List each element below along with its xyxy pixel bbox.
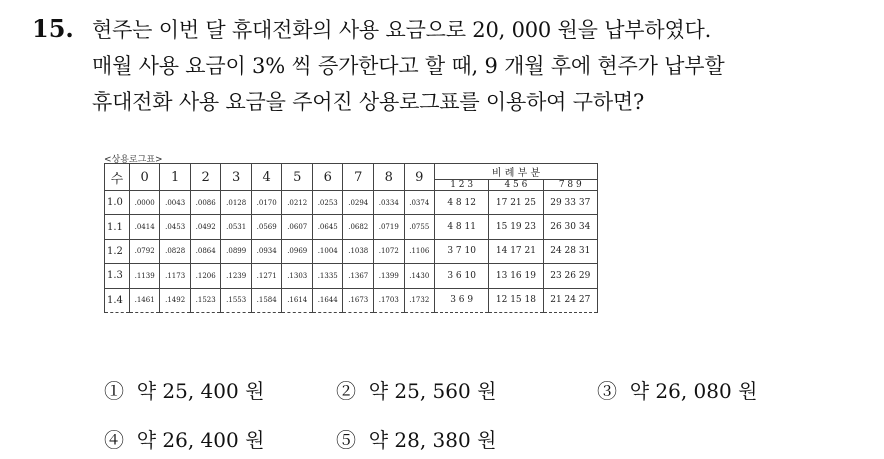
question-line-3: 휴대전화 사용 요금을 주어진 상용로그표를 이용하여 구하면? (92, 90, 645, 114)
proportional-cell: 14 17 21 (489, 239, 543, 263)
proportional-cell: 4 8 11 (435, 215, 489, 239)
log-value-cell: .1553 (221, 288, 252, 312)
log-value-cell: .1614 (282, 288, 313, 312)
column-header: 8 (374, 164, 405, 191)
proportional-cell: 12 15 18 (489, 288, 543, 312)
table-body (105, 191, 598, 313)
log-value-cell: .0569 (251, 215, 282, 239)
log-value-cell: .0453 (160, 215, 191, 239)
proportional-cell: 17 21 25 (489, 191, 543, 215)
log-value-cell: .1206 (190, 264, 221, 288)
row-header: 1.0 (105, 191, 130, 215)
log-value-cell: .1335 (312, 264, 343, 288)
log-value-cell: .1703 (374, 288, 405, 312)
log-value-cell: .1732 (404, 288, 435, 312)
log-value-cell: .0969 (282, 239, 313, 263)
proportional-subheader: 1 2 3 (435, 180, 489, 191)
column-header: 4 (251, 164, 282, 191)
proportional-cell: 21 24 27 (543, 288, 597, 312)
log-value-cell: .0719 (374, 215, 405, 239)
log-value-cell: .0000 (129, 191, 160, 215)
log-value-cell: .1271 (251, 264, 282, 288)
proportional-cell: 15 19 23 (489, 215, 543, 239)
log-value-cell: .0492 (190, 215, 221, 239)
table-row (105, 264, 598, 288)
proportional-cell: 26 30 34 (543, 215, 597, 239)
log-value-cell: .0755 (404, 215, 435, 239)
row-header: 1.2 (105, 239, 130, 263)
row-header: 1.1 (105, 215, 130, 239)
proportional-cell: 3 6 9 (435, 288, 489, 312)
log-value-cell: .1303 (282, 264, 313, 288)
question-line-2: 매월 사용 요금이 3% 씩 증가한다고 할 때, 9 개월 후에 현주가 납부할 (92, 54, 725, 78)
proportional-subheader: 4 5 6 (489, 180, 543, 191)
log-value-cell: .0934 (251, 239, 282, 263)
column-header: 5 (282, 164, 313, 191)
proportional-cell: 24 28 31 (543, 239, 597, 263)
proportional-cell: 23 26 29 (543, 264, 597, 288)
log-value-cell: .0043 (160, 191, 191, 215)
log-value-cell: .0212 (282, 191, 313, 215)
choice-text: 약 26, 080 원 (629, 379, 758, 403)
common-log-table (104, 163, 598, 313)
choice-text: 약 26, 400 원 (136, 428, 265, 452)
log-value-cell: .0414 (129, 215, 160, 239)
choice-text: 약 28, 380 원 (368, 428, 497, 452)
log-value-cell: .0128 (221, 191, 252, 215)
choice-4[interactable] (104, 424, 264, 453)
proportional-cell: 3 6 10 (435, 264, 489, 288)
column-header: 7 (343, 164, 374, 191)
log-value-cell: .1523 (190, 288, 221, 312)
corner-header: 수 (105, 164, 130, 191)
proportional-cell: 13 16 19 (489, 264, 543, 288)
log-value-cell: .0531 (221, 215, 252, 239)
column-header: 2 (190, 164, 221, 191)
choice-mark: ① (104, 379, 124, 403)
table-row (105, 191, 598, 215)
log-value-cell: .1367 (343, 264, 374, 288)
log-value-cell: .0334 (374, 191, 405, 215)
column-header: 6 (312, 164, 343, 191)
log-value-cell: .1004 (312, 239, 343, 263)
log-value-cell: .0828 (160, 239, 191, 263)
table-caption: <상용로그표> (104, 155, 163, 165)
proportional-cell: 3 7 10 (435, 239, 489, 263)
log-value-cell: .1461 (129, 288, 160, 312)
log-value-cell: .1584 (251, 288, 282, 312)
row-header: 1.4 (105, 288, 130, 312)
log-value-cell: .1430 (404, 264, 435, 288)
log-value-cell: .1673 (343, 288, 374, 312)
column-header: 0 (129, 164, 160, 191)
log-value-cell: .0645 (312, 215, 343, 239)
log-value-cell: .0607 (282, 215, 313, 239)
log-value-cell: .0899 (221, 239, 252, 263)
log-value-cell: .1173 (160, 264, 191, 288)
log-value-cell: .1492 (160, 288, 191, 312)
choice-mark: ② (336, 379, 356, 403)
choice-5[interactable] (336, 424, 496, 453)
choice-mark: ③ (597, 379, 617, 403)
log-value-cell: .1239 (221, 264, 252, 288)
question-line-1: 현주는 이번 달 휴대전화의 사용 요금으로 20, 000 원을 납부하였다. (92, 18, 712, 42)
choice-mark: ⑤ (336, 428, 356, 452)
table-row (105, 239, 598, 263)
choice-1[interactable] (104, 375, 264, 404)
choice-text: 약 25, 400 원 (136, 379, 265, 403)
table-row (105, 215, 598, 239)
proportional-parts-header: 비 례 부 분 (435, 164, 598, 180)
log-value-cell: .0374 (404, 191, 435, 215)
proportional-subheader: 7 8 9 (543, 180, 597, 191)
choice-text: 약 25, 560 원 (368, 379, 497, 403)
proportional-cell: 4 8 12 (435, 191, 489, 215)
choice-3[interactable] (597, 375, 757, 404)
proportional-cell: 29 33 37 (543, 191, 597, 215)
log-value-cell: .0682 (343, 215, 374, 239)
choice-mark: ④ (104, 428, 124, 452)
table-row (105, 288, 598, 312)
log-value-cell: .0864 (190, 239, 221, 263)
log-value-cell: .0086 (190, 191, 221, 215)
question-number: 15. (32, 14, 74, 43)
log-value-cell: .1038 (343, 239, 374, 263)
column-header: 3 (221, 164, 252, 191)
log-value-cell: .1106 (404, 239, 435, 263)
log-value-cell: .0253 (312, 191, 343, 215)
column-header: 9 (404, 164, 435, 191)
log-value-cell: .1644 (312, 288, 343, 312)
log-value-cell: .0294 (343, 191, 374, 215)
log-value-cell: .1399 (374, 264, 405, 288)
log-value-cell: .0170 (251, 191, 282, 215)
column-header: 1 (160, 164, 191, 191)
choice-2[interactable] (336, 375, 496, 404)
log-value-cell: .0792 (129, 239, 160, 263)
row-header: 1.3 (105, 264, 130, 288)
log-value-cell: .1139 (129, 264, 160, 288)
log-value-cell: .1072 (374, 239, 405, 263)
